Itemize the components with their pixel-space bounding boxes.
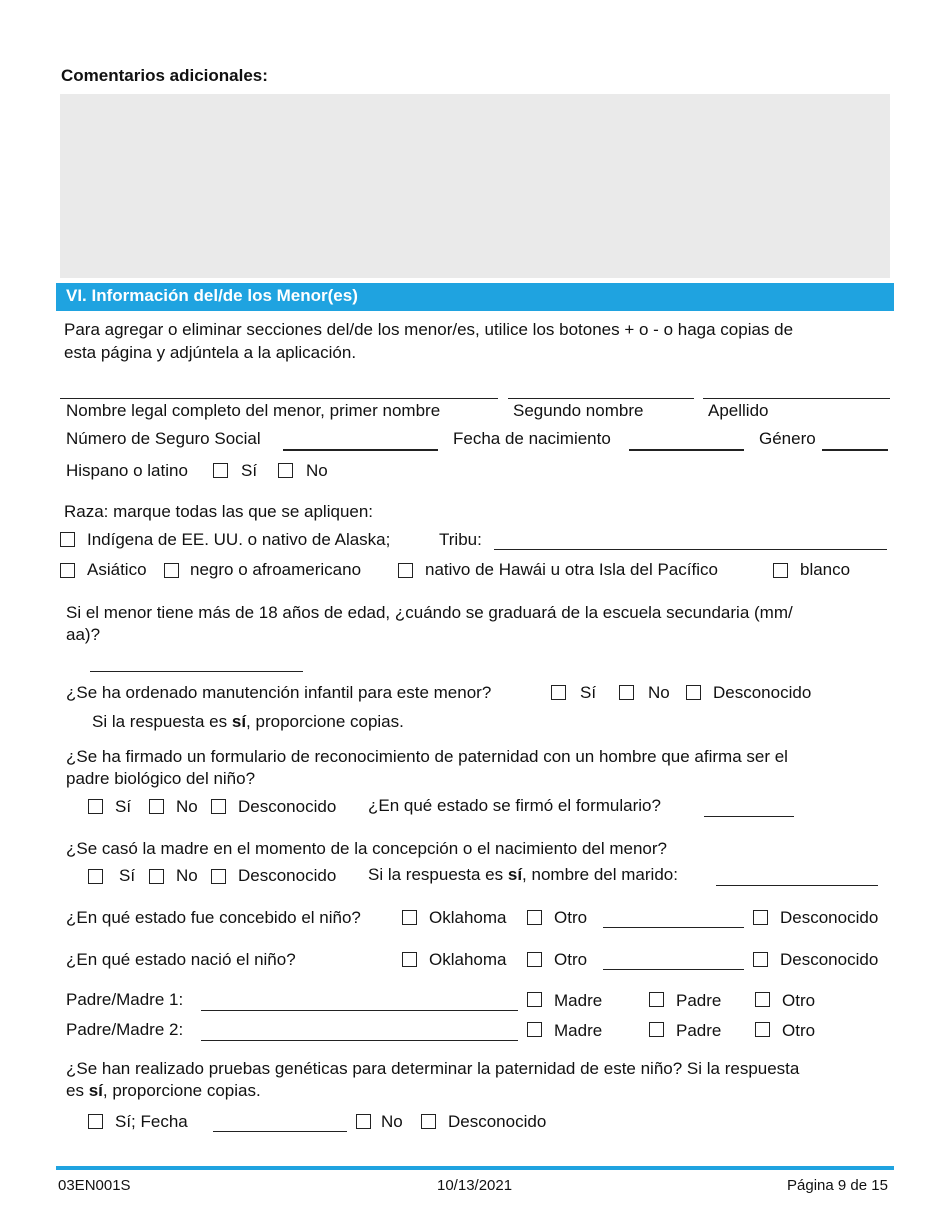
paternity-unknown-checkbox[interactable]	[211, 799, 226, 814]
footer-date: 10/13/2021	[437, 1177, 513, 1194]
last-name-label: Apellido	[708, 401, 769, 420]
genetic-line1: ¿Se han realizado pruebas genéticas para determinar la paternidad de este niño? Si la respuesta	[66, 1059, 800, 1078]
footer-rule	[56, 1166, 894, 1170]
hispanic-label: Hispano o latino	[66, 461, 188, 480]
race-black-label: negro o afroamericano	[190, 560, 362, 579]
paternity-line2: padre biológico del niño?	[66, 769, 256, 788]
parent1-other-checkbox[interactable]	[755, 992, 770, 1007]
gender-field[interactable]	[822, 449, 888, 451]
middle-name-label: Segundo nombre	[513, 401, 644, 420]
conceived-unknown-checkbox[interactable]	[753, 910, 768, 925]
ssn-field[interactable]	[283, 449, 438, 451]
born-question: ¿En qué estado nació el niño?	[66, 950, 296, 969]
paternity-no-label: No	[176, 797, 198, 816]
parent1-mother-checkbox[interactable]	[527, 992, 542, 1007]
married-yes-label: Sí	[119, 866, 136, 885]
race-black-checkbox[interactable]	[164, 563, 179, 578]
born-ok-label: Oklahoma	[429, 950, 507, 969]
middle-name-field[interactable]	[508, 398, 694, 399]
parent1-mother-label: Madre	[554, 991, 603, 1010]
race-white-checkbox[interactable]	[773, 563, 788, 578]
married-unknown-label: Desconocido	[238, 866, 337, 885]
parent2-mother-label: Madre	[554, 1021, 603, 1040]
hispanic-no-label: No	[306, 461, 328, 480]
support-note: Si la respuesta es sí, proporcione copias.	[92, 712, 404, 731]
genetic-line2: es sí, proporcione copias.	[66, 1081, 261, 1100]
support-unknown-label: Desconocido	[713, 683, 812, 702]
tribe-label: Tribu:	[439, 530, 482, 549]
race-asian-checkbox[interactable]	[60, 563, 75, 578]
comments-title: Comentarios adicionales:	[61, 66, 268, 85]
parent2-other-checkbox[interactable]	[755, 1022, 770, 1037]
paternity-no-checkbox[interactable]	[149, 799, 164, 814]
conceived-question: ¿En qué estado fue concebido el niño?	[66, 908, 361, 927]
genetic-unknown-label: Desconocido	[448, 1112, 547, 1131]
support-yes-label: Sí	[580, 683, 597, 702]
parent2-father-label: Padre	[676, 1021, 722, 1040]
conceived-ok-checkbox[interactable]	[402, 910, 417, 925]
conceived-unknown-label: Desconocido	[780, 908, 879, 927]
race-asian-label: Asiático	[87, 560, 147, 579]
conceived-other-label: Otro	[554, 908, 588, 927]
footer-code: 03EN001S	[58, 1177, 131, 1194]
dob-field[interactable]	[629, 449, 744, 451]
instructions-line2: esta página y adjúntela a la aplicación.	[64, 343, 357, 362]
parent2-mother-checkbox[interactable]	[527, 1022, 542, 1037]
ssn-label: Número de Seguro Social	[66, 429, 261, 448]
conceived-ok-label: Oklahoma	[429, 908, 507, 927]
genetic-no-label: No	[381, 1112, 403, 1131]
footer-page: Página 9 de 15	[787, 1177, 888, 1194]
instructions-line1: Para agregar o eliminar secciones del/de los menor/es, utilice los botones + o - o haga copias de	[64, 320, 794, 339]
paternity-state-field[interactable]	[704, 816, 794, 817]
genetic-unknown-checkbox[interactable]	[421, 1114, 436, 1129]
married-no-checkbox[interactable]	[149, 869, 164, 884]
parent1-father-checkbox[interactable]	[649, 992, 664, 1007]
conceived-other-checkbox[interactable]	[527, 910, 542, 925]
hispanic-yes-label: Sí	[241, 461, 258, 480]
married-yes-checkbox[interactable]	[88, 869, 103, 884]
graduation-field[interactable]	[90, 671, 303, 672]
parent2-father-checkbox[interactable]	[649, 1022, 664, 1037]
parent1-father-label: Padre	[676, 991, 722, 1010]
genetic-yes-date-label: Sí; Fecha	[115, 1112, 188, 1131]
section-header	[56, 283, 894, 311]
husband-label: Si la respuesta es sí, nombre del marido:	[368, 865, 678, 884]
graduation-line2: aa)?	[66, 625, 101, 644]
support-no-label: No	[648, 683, 670, 702]
parent2-name-field[interactable]	[201, 1040, 518, 1041]
hispanic-no-checkbox[interactable]	[278, 463, 293, 478]
conceived-other-field[interactable]	[603, 927, 744, 928]
parent1-label: Padre/Madre 1:	[66, 990, 184, 1009]
paternity-state-question: ¿En qué estado se firmó el formulario?	[368, 796, 661, 815]
born-unknown-label: Desconocido	[780, 950, 879, 969]
comments-textarea[interactable]	[60, 94, 890, 278]
race-native-checkbox[interactable]	[60, 532, 75, 547]
paternity-unknown-label: Desconocido	[238, 797, 337, 816]
husband-name-field[interactable]	[716, 885, 878, 886]
genetic-date-field[interactable]	[213, 1131, 347, 1132]
race-hawaiian-label: nativo de Hawái u otra Isla del Pacífico	[425, 560, 718, 579]
genetic-yes-checkbox[interactable]	[88, 1114, 103, 1129]
gender-label: Género	[759, 429, 816, 448]
born-other-field[interactable]	[603, 969, 744, 970]
section-title: VI. Información del/de los Menor(es)	[66, 286, 358, 305]
dob-label: Fecha de nacimiento	[453, 429, 611, 448]
race-white-label: blanco	[800, 560, 851, 579]
born-ok-checkbox[interactable]	[402, 952, 417, 967]
married-question: ¿Se casó la madre en el momento de la concepción o el nacimiento del menor?	[66, 839, 668, 858]
genetic-no-checkbox[interactable]	[356, 1114, 371, 1129]
graduation-line1: Si el menor tiene más de 18 años de edad, ¿cuándo se graduará de la escuela secundaria (mm/	[66, 603, 793, 622]
paternity-yes-checkbox[interactable]	[88, 799, 103, 814]
born-other-checkbox[interactable]	[527, 952, 542, 967]
born-other-label: Otro	[554, 950, 588, 969]
race-label: Raza: marque todas las que se apliquen:	[64, 502, 374, 521]
hispanic-yes-checkbox[interactable]	[213, 463, 228, 478]
support-yes-checkbox[interactable]	[551, 685, 566, 700]
born-unknown-checkbox[interactable]	[753, 952, 768, 967]
parent2-other-label: Otro	[782, 1021, 816, 1040]
first-name-label: Nombre legal completo del menor, primer nombre	[66, 401, 441, 420]
parent1-name-field[interactable]	[201, 1010, 518, 1011]
married-no-label: No	[176, 866, 198, 885]
support-no-checkbox[interactable]	[619, 685, 634, 700]
race-hawaiian-checkbox[interactable]	[398, 563, 413, 578]
first-name-field[interactable]	[60, 398, 498, 399]
parent1-other-label: Otro	[782, 991, 816, 1010]
parent2-label: Padre/Madre 2:	[66, 1020, 184, 1039]
support-unknown-checkbox[interactable]	[686, 685, 701, 700]
race-native-label: Indígena de EE. UU. o nativo de Alaska;	[87, 530, 391, 549]
tribe-field[interactable]	[494, 549, 887, 550]
last-name-field[interactable]	[703, 398, 890, 399]
support-question: ¿Se ha ordenado manutención infantil para este menor?	[66, 683, 492, 702]
married-unknown-checkbox[interactable]	[211, 869, 226, 884]
paternity-line1: ¿Se ha firmado un formulario de reconocimiento de paternidad con un hombre que afirma ser el	[66, 747, 788, 766]
paternity-yes-label: Sí	[115, 797, 132, 816]
